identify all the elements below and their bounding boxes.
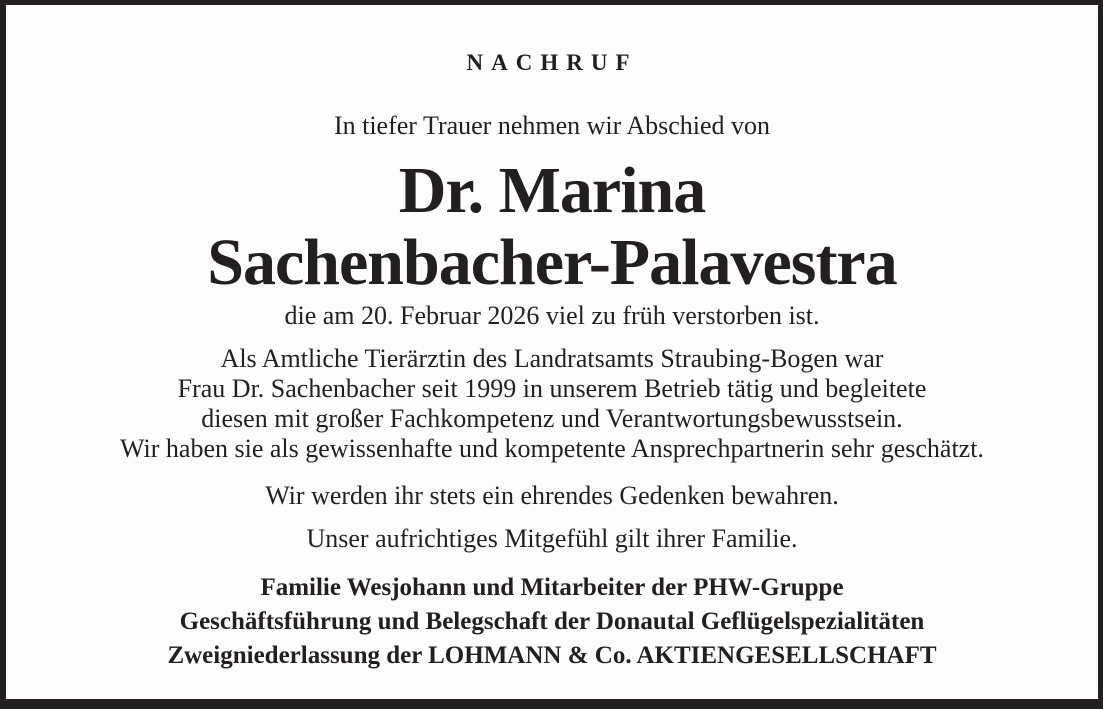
death-date-line: die am 20. Februar 2026 viel zu früh verstorben ist. <box>284 301 820 330</box>
tribute-line-4: Wir haben sie als gewissenhafte und kompetente Ansprechpartnerin sehr geschätzt. <box>120 434 984 463</box>
notice-kicker: NACHRUF <box>466 50 638 75</box>
deceased-name <box>6 155 1098 299</box>
deceased-name-line-2: Sachenbacher-Palavestra <box>207 226 897 299</box>
signature-block <box>6 571 1098 673</box>
tribute-line-2: Frau Dr. Sachenbacher seit 1999 in unserem Betrieb tätig und begleitete <box>177 374 927 403</box>
intro-line: In tiefer Trauer nehmen wir Abschied von <box>333 111 771 140</box>
tribute-line-1: Als Amtliche Tierärztin des Landratsamts Straubing-Bogen war <box>220 344 884 373</box>
condolence-line: Unser aufrichtiges Mitgefühl gilt ihrer Familie. <box>306 524 798 553</box>
signature-line-2: Geschäftsführung und Belegschaft der Donautal Geflügelspezialitäten <box>179 608 925 635</box>
tribute-paragraph <box>6 344 1098 464</box>
deceased-name-line-1: Dr. Marina <box>398 154 706 227</box>
signature-line-1: Familie Wesjohann und Mitarbeiter der PHW-Gruppe <box>260 574 844 601</box>
signature-line-3: Zweigniederlassung der LOHMANN & Co. AKTIENGESELLSCHAFT <box>167 642 937 669</box>
tribute-line-3: diesen mit großer Fachkompetenz und Verantwortungsbewusstsein. <box>201 404 903 433</box>
remembrance-line: Wir werden ihr stets ein ehrendes Gedenken bewahren. <box>265 481 839 510</box>
